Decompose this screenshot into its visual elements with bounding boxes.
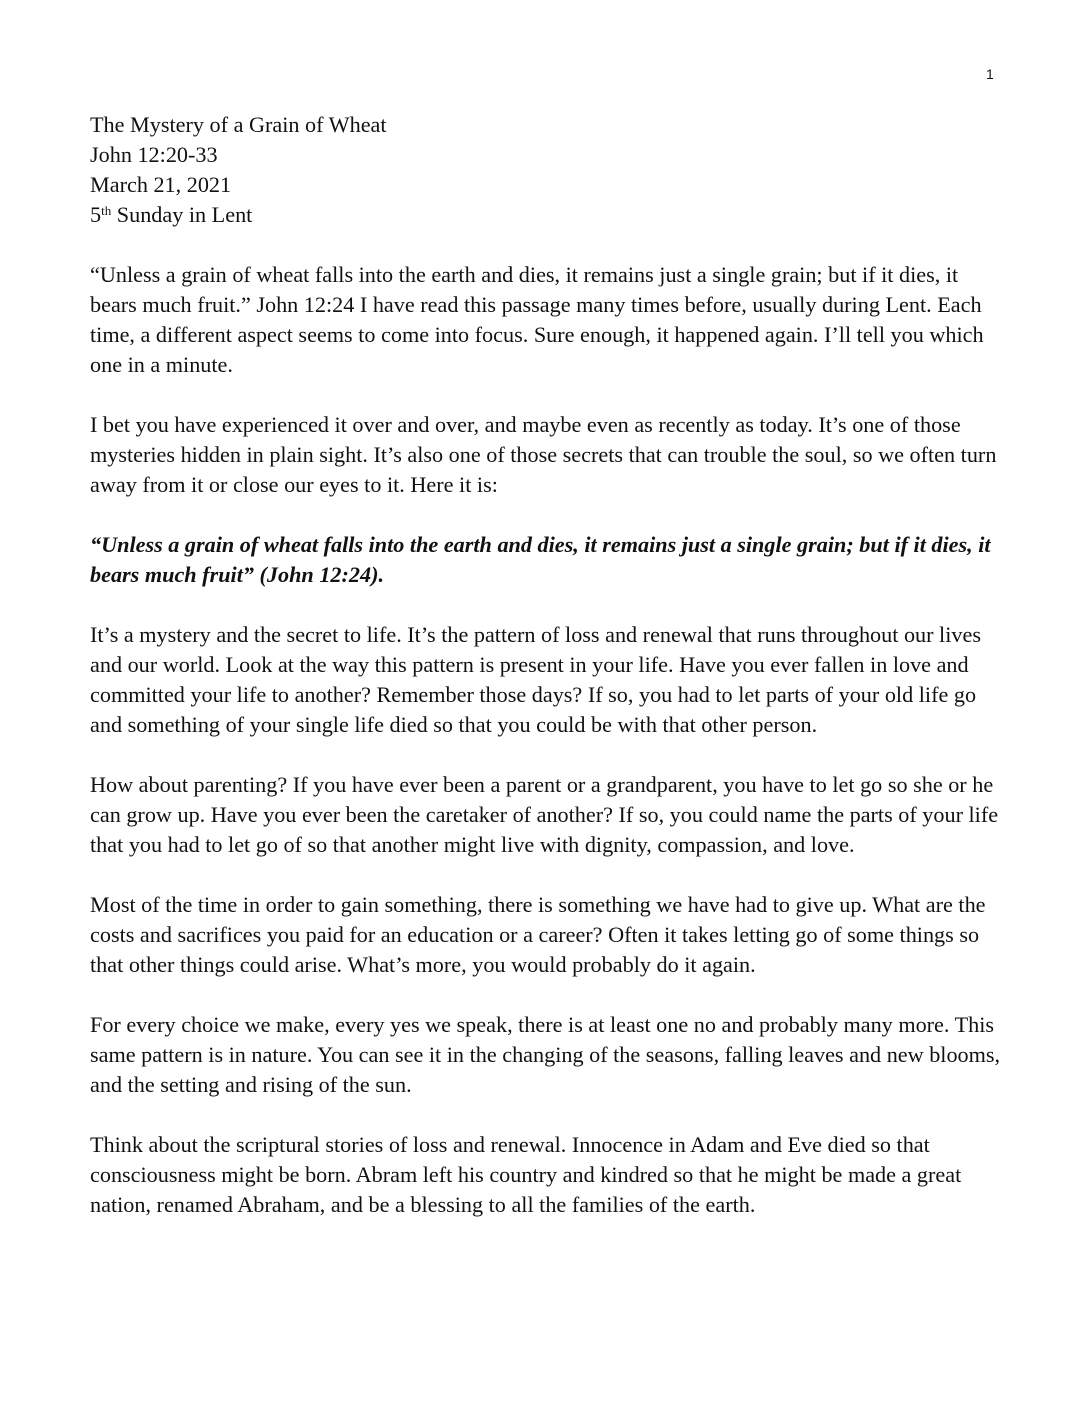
page-number: 1	[986, 66, 994, 82]
paragraph: It’s a mystery and the secret to life. It’s the pattern of loss and renewal that runs throughout our lives and our world. Look at the way this pattern is present in your life. Have you ever fallen in love and committed your life to another? Remember those days? If so, you had to let parts of your old life go and something of your single life died so that you could be with that other person.	[90, 622, 981, 737]
paragraph: Most of the time in order to gain something, there is something we have had to give up. What are the costs and sacrifices you paid for an education or a career? Often it takes letting go of some things so that other things could arise. What’s more, you would probably do it again.	[90, 892, 986, 977]
paragraph: How about parenting? If you have ever been a parent or a grandparent, you have to let go so she or he can grow up. Have you ever been the caretaker of another? If so, you could name the parts of your life that you had to let go of so that another might live with dignity, compassion, and love.	[90, 772, 999, 857]
scripture-quote: “Unless a grain of wheat falls into the earth and dies, it remains just a single grain; but if it dies, it bears much fruit” (John 12:24).	[90, 532, 991, 587]
occasion-ordinal: 5	[90, 202, 102, 227]
liturgical-occasion	[90, 200, 1005, 230]
sermon-date: March 21, 2021	[90, 172, 232, 197]
scripture-reference: John 12:20-33	[90, 142, 218, 167]
paragraph: “Unless a grain of wheat falls into the earth and dies, it remains just a single grain; but if it dies, it bears much fruit.” John 12:24 I have read this passage many times before, usually during Lent. Each time, a different aspect seems to come into focus. Sure enough, it happened again. I’ll tell you which one in a minute.	[90, 262, 984, 377]
sermon-title: The Mystery of a Grain of Wheat	[90, 112, 387, 137]
paragraph: For every choice we make, every yes we speak, there is at least one no and probably many more. This same pattern is in nature. You can see it in the changing of the seasons, falling leaves and new blooms, and the setting and rising of the sun.	[90, 1012, 1001, 1097]
sermon-header	[90, 110, 1005, 230]
paragraph: I bet you have experienced it over and over, and maybe even as recently as today. It’s one of those mysteries hidden in plain sight. It’s also one of those secrets that can trouble the soul, so we often turn away from it or close our eyes to it. Here it is:	[90, 412, 997, 497]
occasion-suffix: th	[101, 202, 112, 218]
paragraph: Think about the scriptural stories of loss and renewal. Innocence in Adam and Eve died so that consciousness might be born. Abram left his country and kindred so that he might be made a great nation, renamed Abraham, and be a blessing to all the families of the earth.	[90, 1132, 962, 1217]
occasion-rest: Sunday in Lent	[111, 202, 253, 227]
document-body	[90, 110, 1005, 1250]
